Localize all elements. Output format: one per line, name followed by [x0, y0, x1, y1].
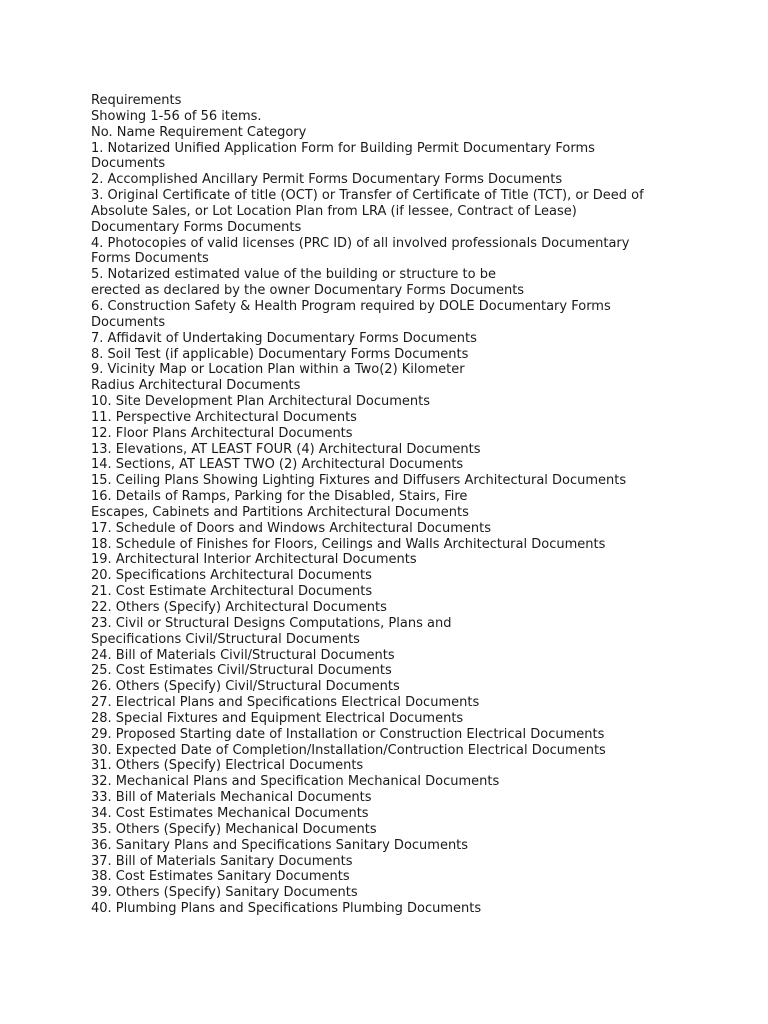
list-item: 29. Proposed Starting date of Installation or Construction Electrical Documents	[91, 726, 605, 742]
list-item: Absolute Sales, or Lot Location Plan from LRA (if lessee, Contract of Lease)	[91, 203, 577, 219]
table-header: No. Name Requirement Category	[91, 124, 307, 140]
list-item: 18. Schedule of Finishes for Floors, Ceilings and Walls Architectural Documents	[91, 536, 606, 552]
document-body	[91, 93, 691, 917]
list-item: 34. Cost Estimates Mechanical Documents	[91, 805, 369, 821]
list-item: 8. Soil Test (if applicable) Documentary Forms Documents	[91, 346, 469, 362]
list-item: 13. Elevations, AT LEAST FOUR (4) Architectural Documents	[91, 441, 481, 457]
list-item: Documents	[91, 156, 166, 172]
list-item: 10. Site Development Plan Architectural Documents	[91, 394, 431, 410]
list-item: 5. Notarized estimated value of the building or structure to be	[91, 267, 496, 283]
list-item: 32. Mechanical Plans and Specification Mechanical Documents	[91, 774, 500, 790]
list-item: 37. Bill of Materials Sanitary Documents	[91, 853, 353, 869]
list-item: 28. Special Fixtures and Equipment Electrical Documents	[91, 710, 464, 726]
list-item: 25. Cost Estimates Civil/Structural Documents	[91, 663, 392, 679]
list-item: 16. Details of Ramps, Parking for the Disabled, Stairs, Fire	[91, 489, 468, 505]
list-item: Documentary Forms Documents	[91, 219, 302, 235]
list-item: 3. Original Certificate of title (OCT) or Transfer of Certificate of Title (TCT), or Deed of	[91, 188, 644, 204]
list-item: Radius Architectural Documents	[91, 378, 301, 394]
list-item: 21. Cost Estimate Architectural Documents	[91, 584, 373, 600]
list-item: 23. Civil or Structural Designs Computations, Plans and	[91, 615, 452, 631]
list-item: 19. Architectural Interior Architectural Documents	[91, 552, 417, 568]
list-item: 24. Bill of Materials Civil/Structural Documents	[91, 647, 395, 663]
list-item: 40. Plumbing Plans and Specifications Plumbing Documents	[91, 901, 482, 917]
list-item: Escapes, Cabinets and Partitions Architectural Documents	[91, 504, 469, 520]
list-item: 7. Affidavit of Undertaking Documentary Forms Documents	[91, 330, 477, 346]
list-item: 39. Others (Specify) Sanitary Documents	[91, 885, 358, 901]
list-item: 36. Sanitary Plans and Specifications Sanitary Documents	[91, 837, 469, 853]
list-item: 27. Electrical Plans and Specifications Electrical Documents	[91, 695, 480, 711]
list-item: 38. Cost Estimates Sanitary Documents	[91, 869, 350, 885]
items-count: Showing 1-56 of 56 items.	[91, 108, 262, 124]
list-item: 14. Sections, AT LEAST TWO (2) Architectural Documents	[91, 457, 464, 473]
list-item: 12. Floor Plans Architectural Documents	[91, 425, 353, 441]
document-title: Requirements	[91, 93, 182, 108]
list-item: 15. Ceiling Plans Showing Lighting Fixtures and Diffusers Architectural Documents	[91, 473, 627, 489]
list-item: 1. Notarized Unified Application Form for Building Permit Documentary Forms	[91, 140, 595, 156]
list-item: 11. Perspective Architectural Documents	[91, 409, 357, 425]
list-item: 4. Photocopies of valid licenses (PRC ID) of all involved professionals Documentary	[91, 235, 630, 251]
list-item: 35. Others (Specify) Mechanical Documents	[91, 821, 377, 837]
list-item: 31. Others (Specify) Electrical Documents	[91, 758, 364, 774]
list-item: 22. Others (Specify) Architectural Documents	[91, 600, 387, 615]
list-item: 26. Others (Specify) Civil/Structural Documents	[91, 679, 400, 695]
list-item: 33. Bill of Materials Mechanical Documents	[91, 790, 372, 806]
list-item: 9. Vicinity Map or Location Plan within a Two(2) Kilometer	[91, 362, 465, 378]
list-item: 20. Specifications Architectural Documents	[91, 568, 372, 584]
list-item: 6. Construction Safety & Health Program required by DOLE Documentary Forms	[91, 298, 611, 314]
list-item: Forms Documents	[91, 251, 209, 267]
list-item: 30. Expected Date of Completion/Installation/Contruction Electrical Documents	[91, 742, 606, 758]
list-item: Specifications Civil/Structural Documents	[91, 631, 360, 647]
list-item: erected as declared by the owner Documentary Forms Documents	[91, 283, 525, 299]
list-item: 2. Accomplished Ancillary Permit Forms Documentary Forms Documents	[91, 172, 563, 188]
list-item: 17. Schedule of Doors and Windows Architectural Documents	[91, 520, 491, 536]
list-item: Documents	[91, 314, 166, 330]
